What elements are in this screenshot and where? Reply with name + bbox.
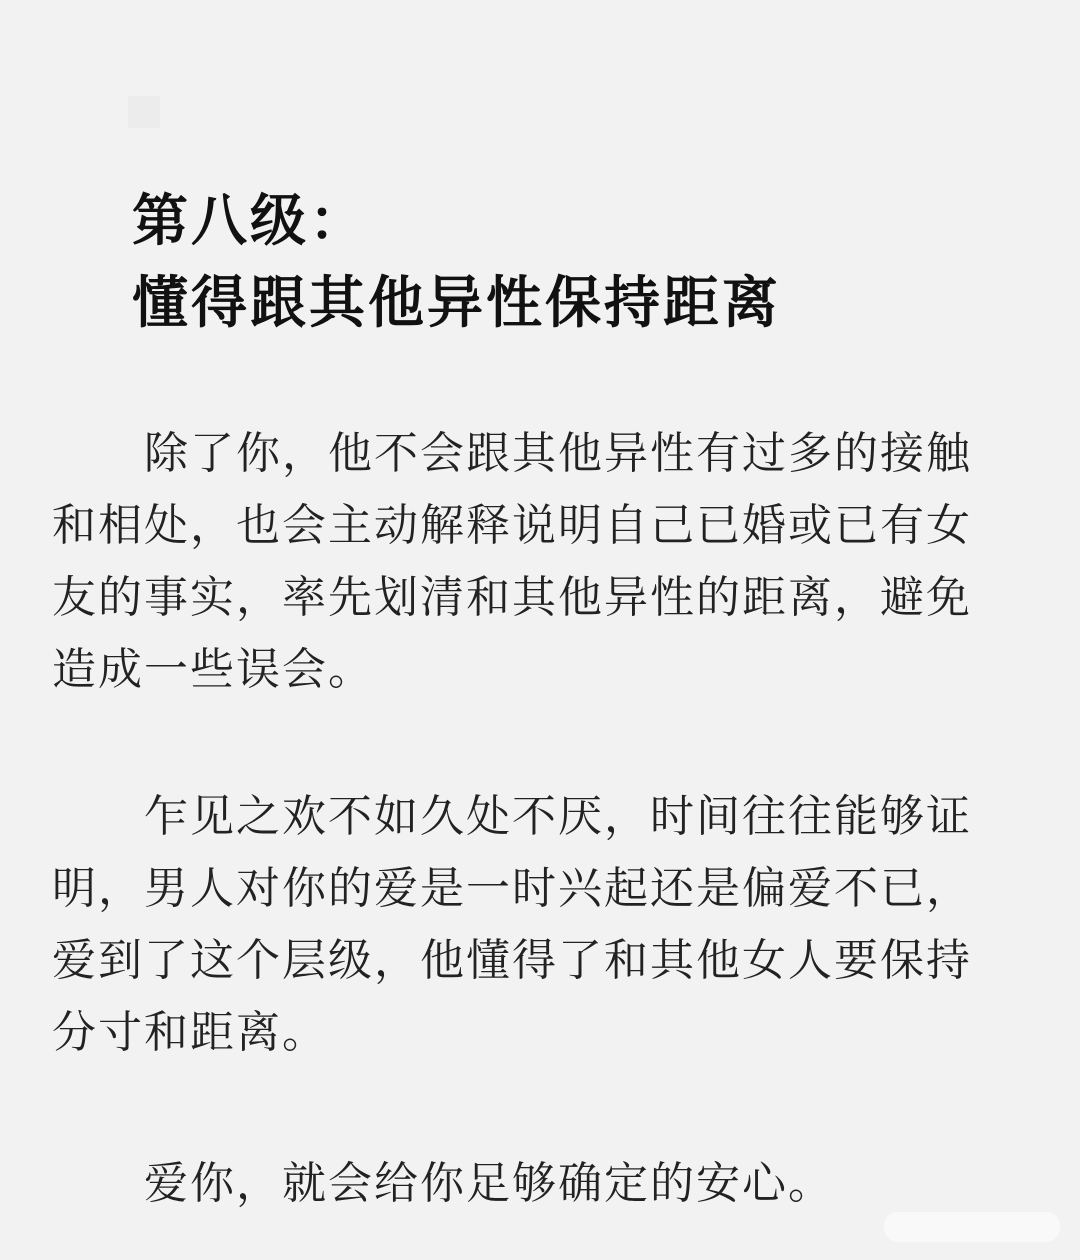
watermark [884,1212,1060,1242]
paragraph-1-line-2: 和相处，也会主动解释说明自己已婚或已有女 [52,500,972,551]
paragraph-1-line-4: 造成一些误会。 [52,644,374,695]
paragraph-2 [52,781,1042,1069]
top-decorative-mark [128,96,160,128]
paragraph-3-line-1: 爱你，就会给你足够确定的安心。 [144,1158,834,1209]
paragraph-2-line-4: 分寸和距离。 [52,1007,328,1058]
paragraph-1-line-3: 友的事实，率先划清和其他异性的距离，避免 [52,572,972,623]
paragraph-3 [52,1148,1042,1220]
paragraph-2-line-3: 爱到了这个层级，他懂得了和其他女人要保持 [52,935,972,986]
paragraph-2-line-2: 明，男人对你的爱是一时兴起还是偏爱不已， [52,863,972,914]
title-line-2: 懂得跟其他异性保持距离 [132,271,781,336]
paragraph-1-line-1: 除了你，他不会跟其他异性有过多的接触 [144,428,972,479]
title-line-1: 第八级： [132,189,368,254]
page-title [132,181,892,345]
paragraph-2-line-1: 乍见之欢不如久处不厌，时间往往能够证 [144,791,972,842]
paragraph-1 [52,418,1042,706]
